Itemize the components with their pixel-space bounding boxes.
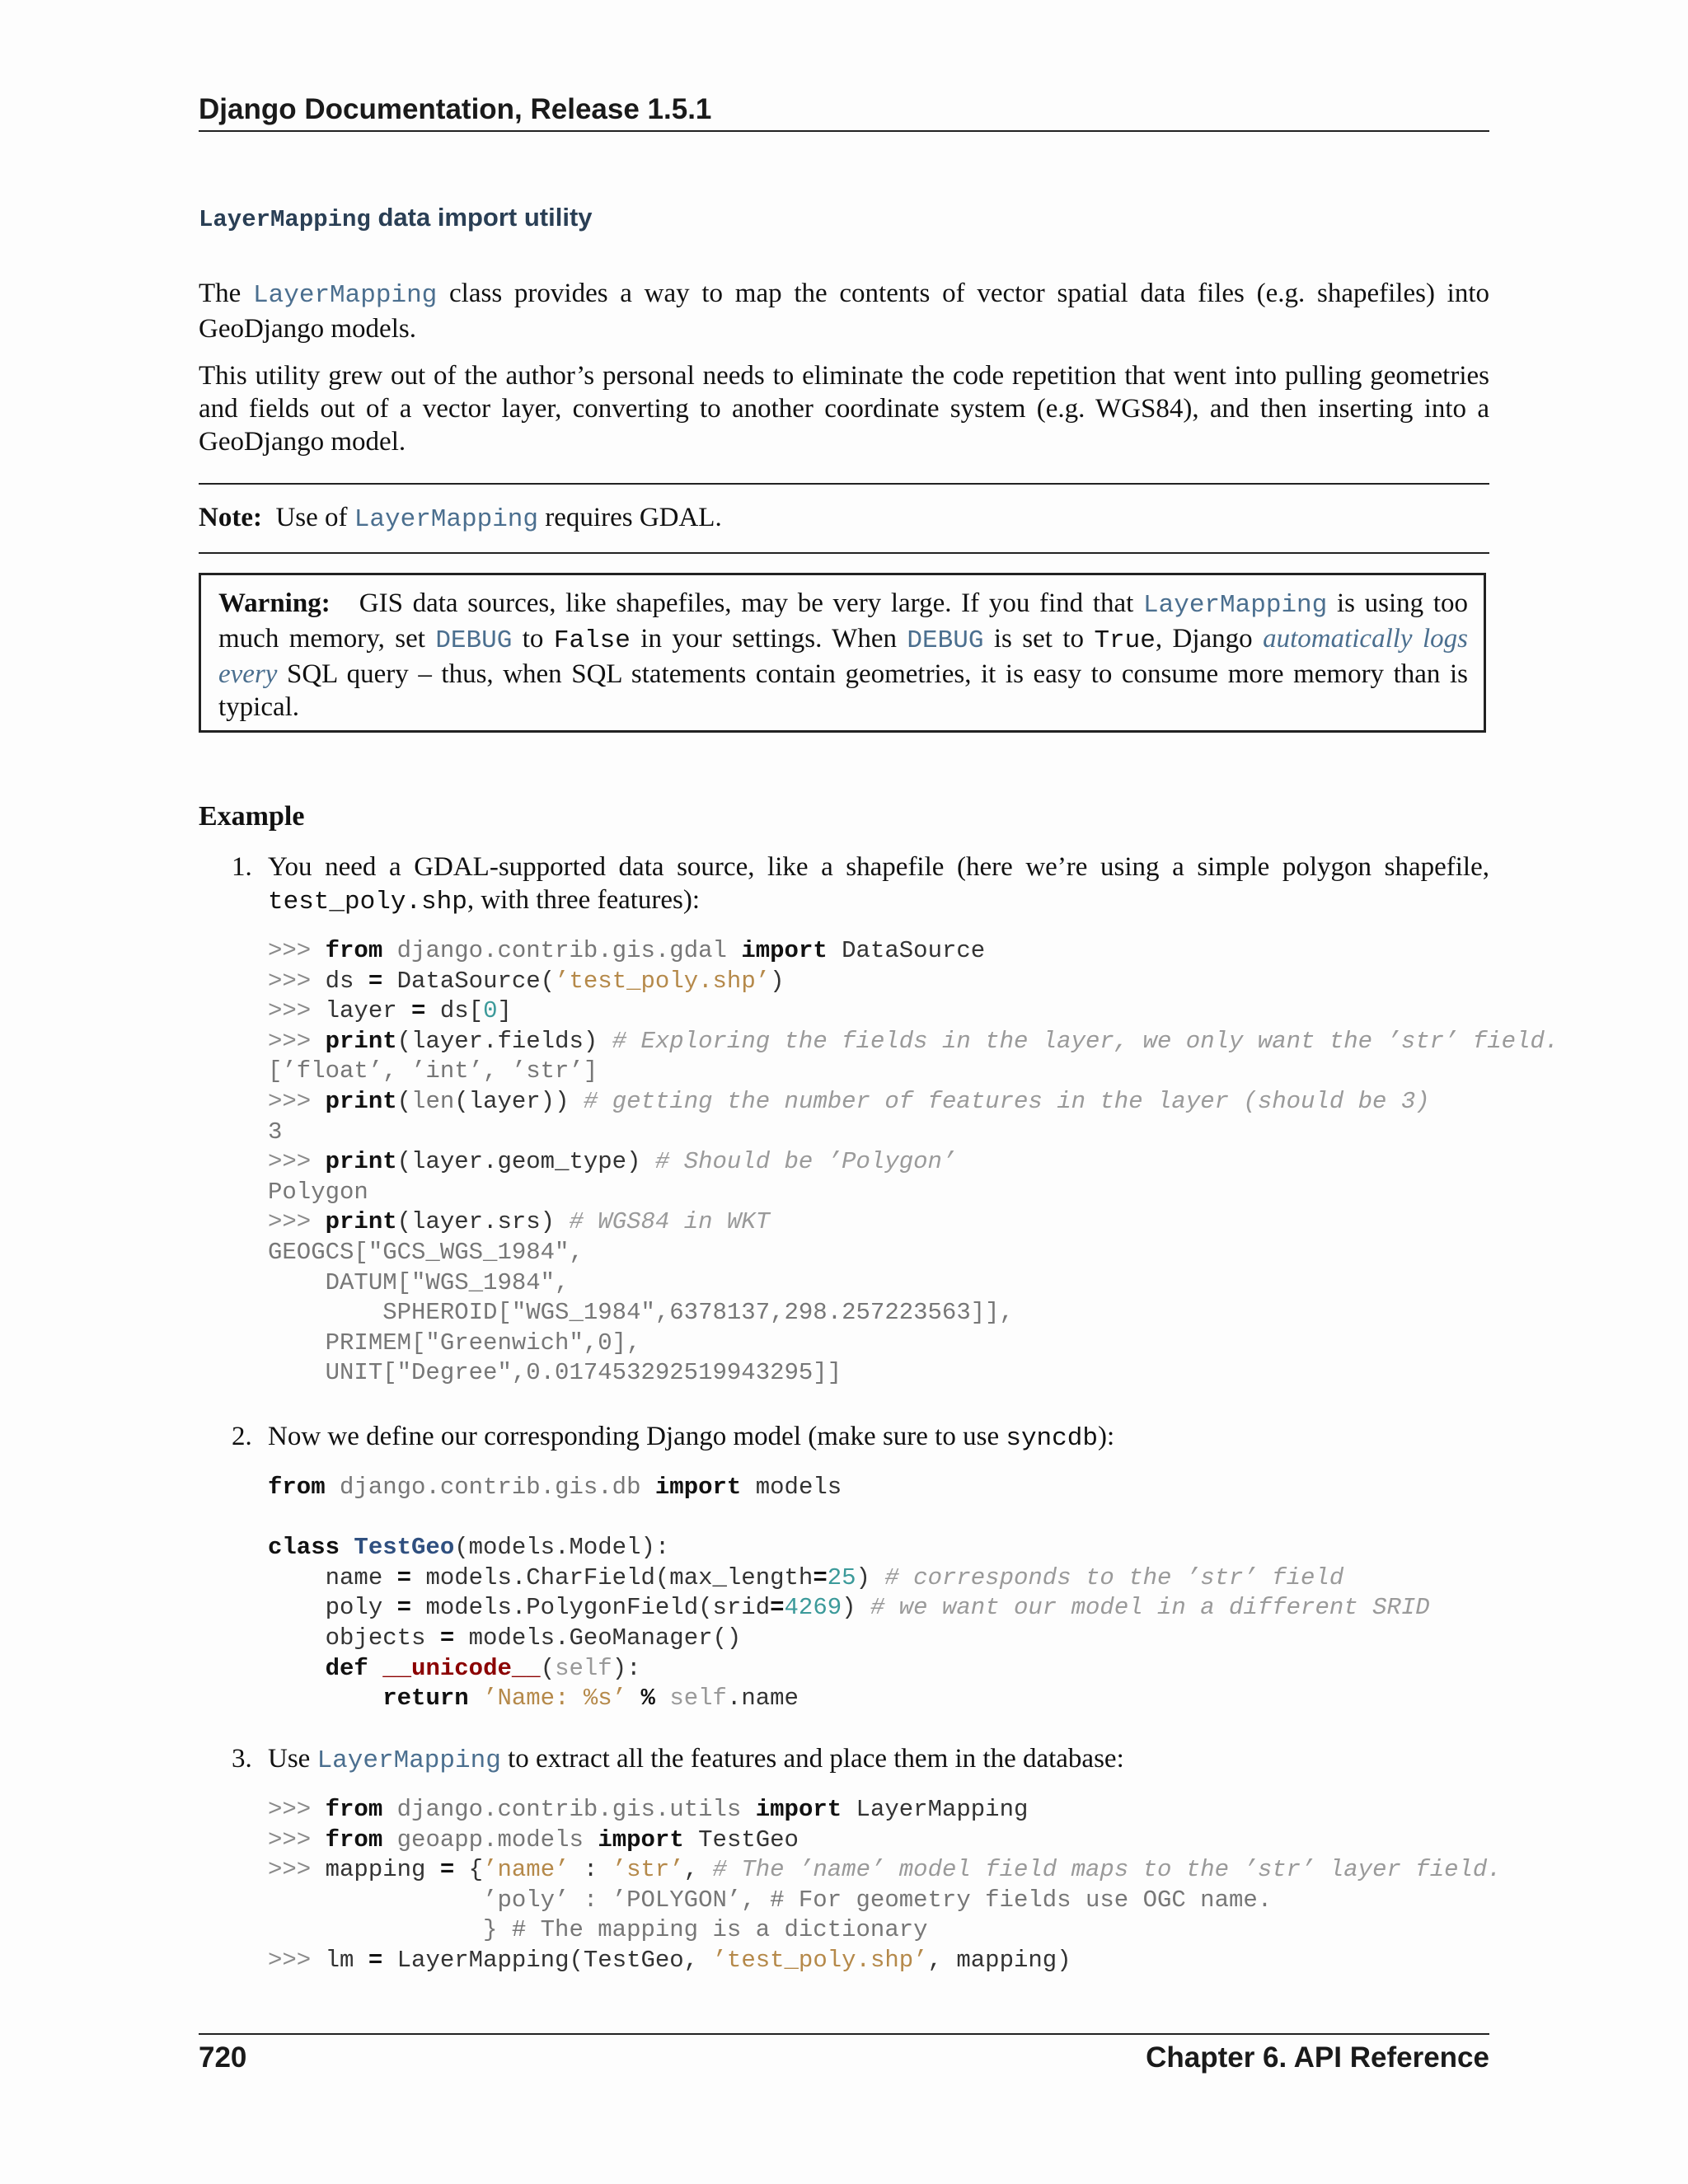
warning-box xyxy=(199,573,1486,733)
step-3-text xyxy=(268,1742,1489,1778)
step-2-text-a: Now we define our corresponding Django model (make sure to use xyxy=(268,1422,1006,1451)
note-text-a: Use of xyxy=(275,503,354,532)
warning-layermapping-link[interactable]: LayerMapping xyxy=(1143,591,1328,620)
section-title xyxy=(199,203,593,233)
page-number: 720 xyxy=(199,2041,247,2074)
step-2-code: syncdb xyxy=(1006,1424,1098,1453)
automatically-logs-link[interactable]: automatically logs every xyxy=(218,624,1468,689)
step-3-layermapping-link[interactable]: LayerMapping xyxy=(316,1746,501,1775)
intro-p1-a: The xyxy=(199,279,254,308)
step-3-text-a: Use xyxy=(268,1744,317,1774)
step-1-text xyxy=(268,851,1489,919)
warning-text-d: in your settings. When xyxy=(630,624,907,654)
chapter-title: Chapter 6. API Reference xyxy=(1146,2041,1489,2074)
code-block-2: from django.contrib.gis.db import models class TestGeo(models.Model): name = models.CharField(max_length=25) # corresponds to the ’str’ field poly = models.PolygonField(srid=4269) # we want our model in a different SRID objects = models.GeoManager() def __unicode__(self): return ’Name: %s’ % self.name xyxy=(268,1474,1430,1713)
layermapping-link[interactable]: LayerMapping xyxy=(253,281,438,310)
intro-p1-b: class provides a way to map the contents of vector spatial data files (e.g. shapefiles) into GeoDjango models. xyxy=(199,279,1489,344)
step-1-text-a: You need a GDAL-supported data source, like a shapefile (here we’re using a simple polygon shapefile, xyxy=(268,852,1489,882)
step-2-number: 2. xyxy=(232,1422,252,1451)
warning-text-c: to xyxy=(512,624,554,654)
page-header-title: Django Documentation, Release 1.5.1 xyxy=(199,93,712,125)
section-title-rest: data import utility xyxy=(377,203,593,232)
step-1-number: 1. xyxy=(232,852,252,882)
note-block xyxy=(199,501,1489,537)
intro-paragraph-1 xyxy=(199,277,1489,345)
step-1-code: test_poly.shp xyxy=(268,888,467,916)
warning-text-f: , Django xyxy=(1155,624,1264,654)
warning-text xyxy=(218,587,1468,724)
section-title-code: LayerMapping xyxy=(199,206,371,233)
warning-text-e: is set to xyxy=(983,624,1095,654)
note-bottom-rule xyxy=(199,552,1489,554)
step-2-text-b: ): xyxy=(1097,1422,1115,1451)
warning-text-a: GIS data sources, like shapefiles, may be very large. If you find that xyxy=(359,588,1144,618)
warning-debug-link-1[interactable]: DEBUG xyxy=(435,626,513,655)
warning-debug-link-2[interactable]: DEBUG xyxy=(907,626,984,655)
section-title-text xyxy=(371,203,593,232)
warning-code-false: False xyxy=(553,626,631,655)
warning-text-g: SQL query – thus, when SQL statements contain geometries, it is easy to consume more memory than is typical. xyxy=(218,659,1468,722)
step-3-number: 3. xyxy=(232,1744,252,1774)
step-1-text-b: , with three features): xyxy=(467,885,701,915)
note-text-b: requires GDAL. xyxy=(538,503,722,532)
note-layermapping-link[interactable]: LayerMapping xyxy=(354,505,539,534)
warning-label: Warning: xyxy=(218,588,331,618)
code-block-1: >>> from django.contrib.gis.gdal import DataSource >>> ds = DataSource(’test_poly.shp’) >>> layer = ds[0] >>> print(layer.fields) # Exploring the fields in the layer, we only want the ’str’ field. [’float’, ’int’, ’str’] >>> print(len(layer)) # getting the number of features in the layer (should be 3) 3 >>> print(layer.geom_type) # Should be ’Polygon’ Polygon >>> print(layer.srs) # WGS84 in WKT GEOGCS["GCS_WGS_1984", DATUM["WGS_1984", SPHEROID["WGS_1984",6378137,298.257223563]], PRIMEM["Greenwich",0], UNIT["Degree",0.017453292519943295]] xyxy=(268,937,1559,1387)
warning-text-b: is using too much memory, set xyxy=(218,588,1469,654)
step-2-text xyxy=(268,1420,1489,1455)
intro-paragraph-2: This utility grew out of the author’s personal needs to eliminate the code repetition that went into pulling geometries and fields out of a vector layer, converting to another coordinate system (e.g. WGS84), and then inserting into a GeoDjango model. xyxy=(199,361,1489,457)
code-block-3: >>> from django.contrib.gis.utils import LayerMapping >>> from geoapp.models import TestGeo >>> mapping = {’name’ : ’str’, # The ’name’ model field maps to the ’str’ layer field. ’poly’ : ’POLYGON’, # For geometry fields use OGC name. } # The mapping is a dictionary >>> lm = LayerMapping(TestGeo, ’test_poly.shp’, mapping) xyxy=(268,1796,1502,1974)
footer-rule xyxy=(199,2033,1489,2035)
example-heading: Example xyxy=(199,801,305,832)
note-top-rule xyxy=(199,483,1489,485)
header-rule xyxy=(199,130,1489,132)
step-3-text-b: to extract all the features and place them in the database: xyxy=(500,1744,1124,1774)
warning-code-true: True xyxy=(1094,626,1156,655)
note-label: Note: xyxy=(199,503,262,532)
